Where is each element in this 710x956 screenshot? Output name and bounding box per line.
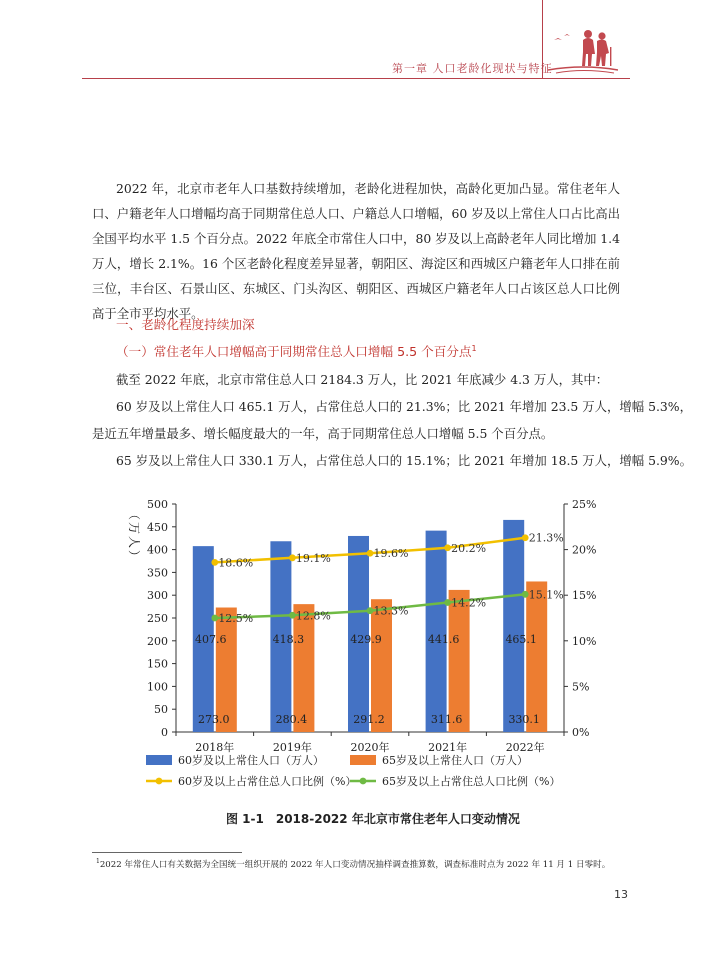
y-tick-label: 200 [147, 634, 168, 648]
intro-paragraph [92, 176, 620, 326]
data-label-line: 18.6% [218, 556, 254, 570]
line-point [444, 544, 451, 551]
line-point [289, 554, 296, 561]
data-label-line: 12.8% [295, 609, 331, 623]
footnote [96, 858, 610, 870]
line-point [444, 599, 451, 606]
data-label-line: 19.1% [295, 551, 331, 565]
footnote-text: 2022 年常住人口有关数据为全国统一组织开展的 2022 年人口变动情况抽样调查推算数，调查标准时点为 2022 年 11 月 1 日零时。 [99, 860, 611, 870]
data-label-line: 19.6% [373, 547, 409, 561]
y-tick-label: 400 [147, 543, 168, 557]
footnote-rule [92, 852, 242, 853]
legend-swatch [146, 755, 172, 765]
section-heading: 一、老龄化程度持续加深 [116, 317, 255, 332]
y2-tick-label: 0% [572, 726, 590, 739]
y-tick-label: 500 [147, 498, 168, 511]
body-line: 是近五年增量最多、增长幅度最大的一年，高于同期常住总人口增幅 5.5 个百分点。 [92, 426, 554, 441]
legend-label: 60岁及以上占常住总人口比例（%） [178, 775, 357, 788]
subsection-heading [116, 341, 477, 360]
y-tick-label: 250 [147, 612, 168, 625]
y2-tick-label: 10% [572, 634, 597, 648]
population-chart [100, 492, 600, 804]
data-label-bar: 407.6 [195, 633, 227, 646]
footnote-reference: 1 [471, 343, 477, 353]
data-label-line: 21.3% [528, 531, 564, 545]
y-tick-label: 0 [161, 726, 168, 739]
body-line: 截至 2022 年底，北京市常住总人口 2184.3 万人，比 2021 年底减少 4.3 万人，其中： [116, 372, 609, 387]
data-label-bar: 418.3 [272, 633, 305, 646]
data-label-bar: 465.1 [505, 633, 537, 646]
line-point [522, 534, 529, 541]
footnote-mark: 1 [96, 858, 100, 866]
y2-tick-label: 20% [572, 543, 597, 557]
legend-label: 65岁及以上占常住总人口比例（%） [382, 775, 561, 788]
data-label-line: 12.5% [218, 612, 254, 625]
line-point [522, 591, 529, 598]
y-axis-label-char: 万 [127, 521, 141, 535]
body-line: 65 岁及以上常住人口 330.1 万人，占常住总人口的 15.1%；比 2021 年增加 18.5 万人，增幅 5.9%。 [116, 453, 692, 468]
x-tick-label: 2018年 [195, 741, 235, 754]
data-label-bar: 330.1 [508, 713, 540, 726]
chart-legend [146, 753, 560, 788]
y-axis-label-char: 人 [127, 535, 141, 549]
y-axis-label-char: （ [127, 507, 141, 521]
legend-swatch [350, 755, 376, 765]
y-tick-label: 450 [147, 520, 168, 534]
line-point [367, 607, 374, 614]
header-horizontal-rule [82, 78, 630, 79]
line-point [211, 615, 218, 622]
bar [449, 590, 470, 732]
bar [426, 531, 447, 732]
line-point [211, 559, 218, 566]
data-label-bar: 311.6 [430, 713, 463, 726]
y2-tick-label: 15% [572, 589, 597, 603]
x-tick-label: 2019年 [272, 741, 312, 754]
intro-paragraph-text: 2022 年，北京市老年人口基数持续增加，老龄化进程加快，高龄化更加凸显。常住老年人口、户籍老年人口增幅均高于同期常住总人口、户籍总人口增幅，60 岁及以上常住人口占比高出全国平均水平 1.5 个百分点。2022 年底全市常住人口中，80 岁及以上高龄老年人同比增加 1.4 万人，增长 2.1%。16 个区老龄化程度差异显著，朝阳区、海淀区和西城区户籍老年人口排在前三位，丰台区、石景山区、东城区、门头沟区、朝阳区、西城区户籍老年人口占该区总人口比例高于全市平均水平。 [92, 181, 620, 321]
data-label-bar: 429.9 [350, 633, 382, 646]
data-label-bar: 441.6 [427, 633, 460, 646]
data-label-bar: 273.0 [198, 713, 230, 726]
y2-tick-label: 25% [572, 498, 597, 511]
data-label-line: 15.1% [528, 588, 564, 602]
legend-label: 60岁及以上常住人口（万人） [178, 754, 324, 767]
y-tick-label: 150 [147, 657, 168, 671]
x-tick-label: 2021年 [428, 741, 468, 754]
y-tick-label: 300 [147, 589, 168, 603]
elderly-couple-icon [548, 14, 618, 76]
body-line: 60 岁及以上常住人口 465.1 万人，占常住总人口的 21.3%；比 2021 年增加 23.5 万人，增幅 5.3%， [116, 399, 692, 414]
legend-marker [156, 778, 163, 785]
data-label-line: 20.2% [451, 541, 487, 555]
line-point [367, 550, 374, 557]
bar [526, 581, 547, 732]
subsection-heading-text: （一）常住老年人口增幅高于同期常住总人口增幅 5.5 个百分点 [116, 344, 472, 359]
y-tick-label: 100 [147, 680, 168, 694]
data-label-bar: 280.4 [275, 713, 308, 726]
chapter-title: 第一章 人口老龄化现状与特征 [392, 62, 553, 75]
line-point [289, 612, 296, 619]
data-label-line: 14.2% [451, 596, 487, 610]
y-axis-label-char: ） [127, 549, 141, 563]
page-number: 13 [614, 888, 628, 901]
figure-caption: 图 1-1 2018-2022 年北京市常住老年人口变动情况 [226, 812, 520, 826]
bar [503, 520, 524, 732]
y-tick-label: 350 [147, 566, 168, 580]
x-tick-label: 2022年 [505, 741, 545, 754]
data-label-bar: 291.2 [353, 713, 385, 726]
x-tick-label: 2020年 [350, 741, 390, 754]
y2-tick-label: 5% [572, 680, 590, 694]
legend-marker [360, 778, 367, 785]
legend-label: 65岁及以上常住人口（万人） [382, 754, 528, 767]
data-label-line: 13.3% [373, 604, 409, 618]
y-tick-label: 50 [154, 703, 168, 717]
